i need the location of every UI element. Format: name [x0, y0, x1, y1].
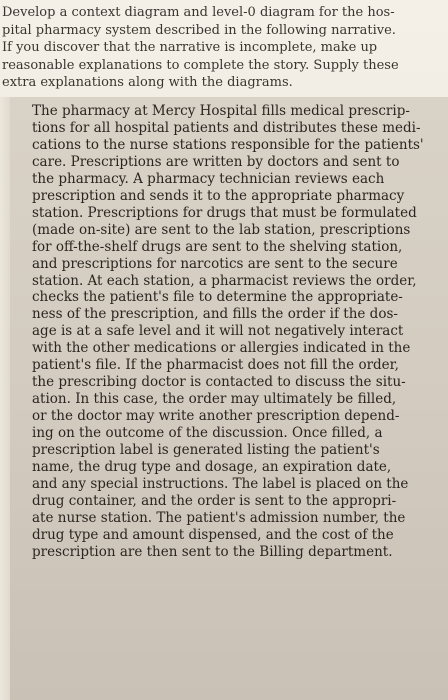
narrative-line: drug container, and the order is sent to the appropri- — [32, 492, 397, 509]
narrative-line: (made on-site) are sent to the lab station, prescriptions — [32, 221, 411, 238]
narrative-line: ate nurse station. The patient's admission number, the — [32, 509, 406, 526]
page-edge-shadow — [0, 97, 10, 700]
narrative-line: patient's file. If the pharmacist does not fill the order, — [32, 357, 399, 374]
narrative-line: prescription are then sent to the Billing department. — [32, 543, 393, 560]
narrative-box — [10, 97, 448, 700]
narrative-line: ing on the outcome of the discussion. Once filled, a — [32, 425, 383, 442]
narrative-line: care. Prescriptions are written by doctors and sent to — [32, 153, 400, 170]
narrative-line: the prescribing doctor is contacted to discuss the situ- — [32, 374, 406, 391]
instruction-line: extra explanations along with the diagrams. — [2, 75, 293, 91]
narrative-line: checks the patient's file to determine the appropriate- — [32, 289, 403, 306]
narrative-line: the pharmacy. A pharmacy technician reviews each — [32, 170, 385, 187]
narrative-text — [32, 103, 442, 561]
narrative-line: and prescriptions for narcotics are sent to the secure — [32, 255, 398, 272]
instruction-line: If you discover that the narrative is incomplete, make up — [2, 40, 378, 56]
instruction-line: reasonable explanations to complete the story. Supply these — [2, 57, 399, 73]
narrative-line: name, the drug type and dosage, an expiration date, — [32, 459, 392, 476]
narrative-line: ness of the prescription, and fills the order if the dos- — [32, 306, 398, 323]
narrative-line: for off-the-shelf drugs are sent to the shelving station, — [32, 238, 403, 255]
exercise-instructions — [2, 4, 434, 92]
narrative-line: or the doctor may write another prescription depend- — [32, 408, 400, 425]
narrative-line: prescription and sends it to the appropriate pharmacy — [32, 187, 405, 204]
narrative-line: prescription label is generated listing the patient's — [32, 442, 380, 459]
narrative-line: drug type and amount dispensed, and the cost of the — [32, 526, 394, 543]
narrative-line: tions for all hospital patients and distributes these medi- — [32, 119, 421, 136]
narrative-line: with the other medications or allergies indicated in the — [32, 340, 411, 357]
narrative-line: station. At each station, a pharmacist reviews the order, — [32, 272, 417, 289]
narrative-line: The pharmacy at Mercy Hospital fills medical prescrip- — [32, 103, 410, 119]
narrative-line: age is at a safe level and it will not negatively interact — [32, 323, 404, 340]
narrative-line: and any special instructions. The label is placed on the — [32, 475, 409, 492]
narrative-line: cations to the nurse stations responsible for the patients' — [32, 136, 424, 153]
narrative-line: ation. In this case, the order may ultimately be filled, — [32, 391, 397, 408]
narrative-line: station. Prescriptions for drugs that must be formulated — [32, 204, 417, 221]
instruction-line: pital pharmacy system described in the following narrative. — [2, 22, 396, 38]
instruction-line: Develop a context diagram and level-0 diagram for the hos- — [2, 5, 395, 20]
